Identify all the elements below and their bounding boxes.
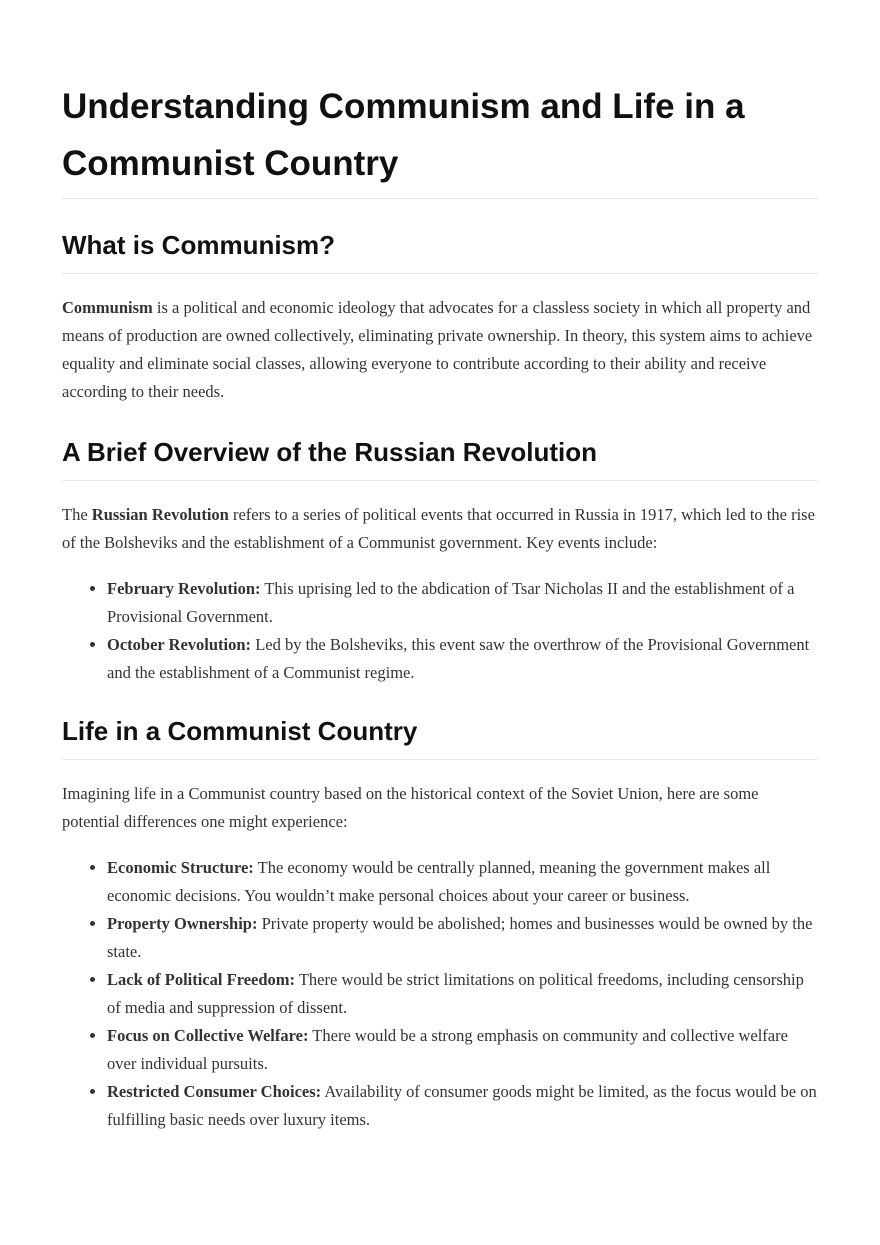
list-item [107,854,818,910]
paragraph-text: is a political and economic ideology that advocates for a classless society in which all property and means of production are owned collectively, eliminating private ownership. In theory, this system aims to achieve equality and eliminate social classes, allowing everyone to contribute according to their ability and receive according to their needs. [62,298,813,401]
item-text: Private property would be abolished; homes and businesses would be owned by the state. [107,914,813,961]
item-text: There would be a strong emphasis on community and collective welfare over individual pursuits. [107,1026,788,1073]
item-text: The economy would be centrally planned, meaning the government makes all economic decisions. You wouldn’t make personal choices about your career or business. [107,858,771,905]
item-label: Property Ownership: [107,914,258,933]
section-heading-life: Life in a Communist Country [62,713,818,760]
list-item [107,631,818,687]
life-intro: Imagining life in a Communist country based on the historical context of the Soviet Union, here are some potential differences one might experience: [62,784,759,831]
document [62,78,818,1134]
item-label: October Revolution: [107,635,252,654]
paragraph-text: The [62,505,92,524]
item-label: Focus on Collective Welfare: [107,1026,309,1045]
term-bold: Communism [62,298,153,317]
paragraph-text: refers to a series of political events that occurred in Russia in 1917, which led to the rise of the Bolsheviks and the establishment of a Communist government. Key events include: [62,505,815,552]
item-text: There would be strict limitations on political freedoms, including censorship of media and suppression of dissent. [107,970,804,1017]
item-text: This uprising led to the abdication of Tsar Nicholas II and the establishment of a Provisional Government. [107,579,795,626]
item-label: Restricted Consumer Choices: [107,1082,322,1101]
section-heading-what-is-communism: What is Communism? [62,227,818,274]
item-label: Economic Structure: [107,858,254,877]
page-title: Understanding Communism and Life in a Communist Country [62,78,818,199]
revolution-intro [62,501,818,557]
item-text: Availability of consumer goods might be limited, as the focus would be on fulfilling basic needs over luxury items. [107,1082,817,1129]
list-item [107,966,818,1022]
section-heading-russian-revolution: A Brief Overview of the Russian Revolution [62,434,818,481]
item-text: Led by the Bolsheviks, this event saw the overthrow of the Provisional Government and the establishment of a Communist regime. [107,635,810,682]
communism-definition [62,294,818,406]
list-item [107,575,818,631]
list-item [107,1022,818,1078]
item-label: Lack of Political Freedom: [107,970,296,989]
term-bold: Russian Revolution [91,505,229,524]
item-label: February Revolution: [107,579,261,598]
differences-list [62,854,818,1134]
list-item [107,1078,818,1134]
revolution-events-list [62,575,818,687]
list-item [107,910,818,966]
